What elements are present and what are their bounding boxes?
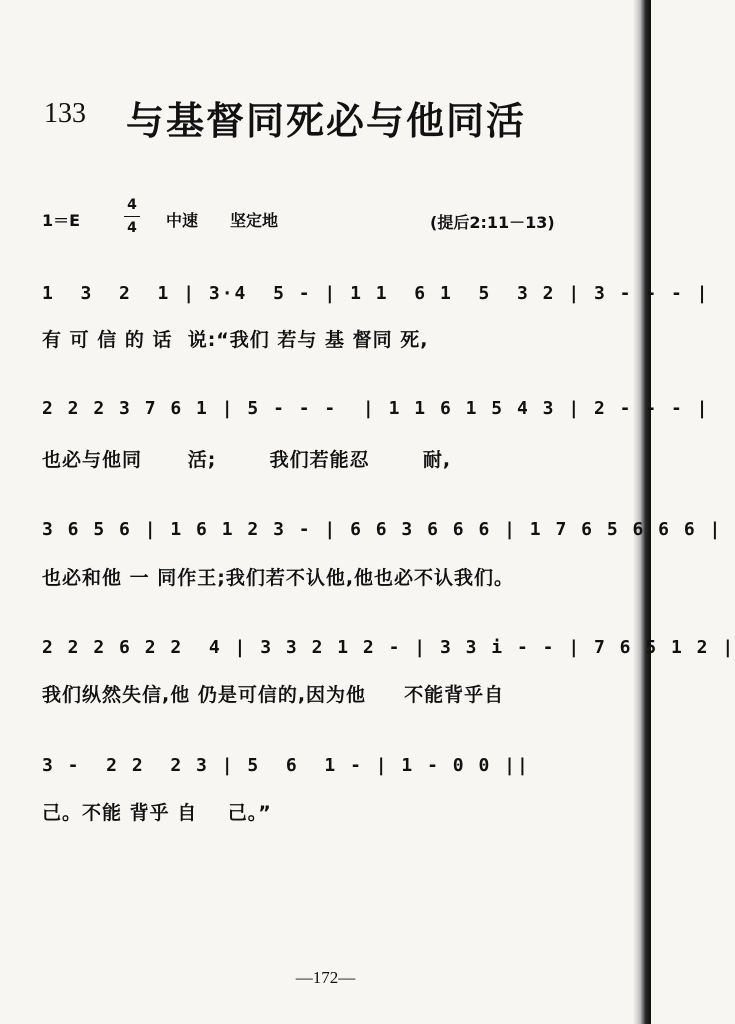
lyrics-line-1: 有 可 信 的 话 说:“我们 若与 基 督同 死, (42, 329, 429, 351)
expression-marking: 坚定地 (230, 211, 279, 230)
hymn-title-row (44, 90, 604, 150)
time-signature-bottom: 4 (127, 220, 137, 236)
key-signature: 1＝E (42, 211, 81, 230)
hymn-title: 与基督同死必与他同活 (126, 99, 527, 143)
lyrics-line-4: 我们纵然失信,他 仍是可信的,因为他 不能背乎自 (42, 684, 505, 706)
notation-line-5: 3 - 2 2 2 3 | 5 6 1 - | 1 - 0 0 || (42, 755, 530, 776)
lyrics-line-5: 己。不能 背乎 自 己。” (42, 802, 272, 824)
page-number: —172— (295, 968, 356, 987)
hymn-number: 133 (44, 98, 86, 129)
time-signature-divider (124, 216, 140, 217)
time-signature-top: 4 (127, 197, 137, 213)
lyrics-line-2: 也必与他同 活; 我们若能忍 耐, (42, 449, 452, 471)
lyrics-line-3: 也必和他 一 同作王;我们若不认他,他也必不认我们。 (42, 567, 515, 589)
time-signature (124, 196, 140, 237)
scripture-reference: (提后2:11－13) (430, 213, 555, 232)
page-binding-edge (633, 0, 651, 1024)
notation-line-3: 3 6 5 6 | 1 6 1 2 3 - | 6 6 3 6 6 6 | 1 7 6 5 6 6 6 | (42, 519, 723, 540)
notation-line-2: 2 2 2 3 7 6 1 | 5 - - - | 1 1 6 1 5 4 3 | 2 - - - | (42, 398, 710, 419)
notation-line-4: 2 2 2 6 2 2 4 | 3 3 2 1 2 - | 3 3 i - - | 7 6 5 1 2 | (42, 637, 735, 658)
tempo-marking: 中速 (166, 211, 199, 230)
notation-line-1: 1 3 2 1 | 3·4 5 - | 1 1 6 1 5 3 2 | 3 - - - | (42, 283, 710, 304)
score-header (42, 198, 632, 244)
